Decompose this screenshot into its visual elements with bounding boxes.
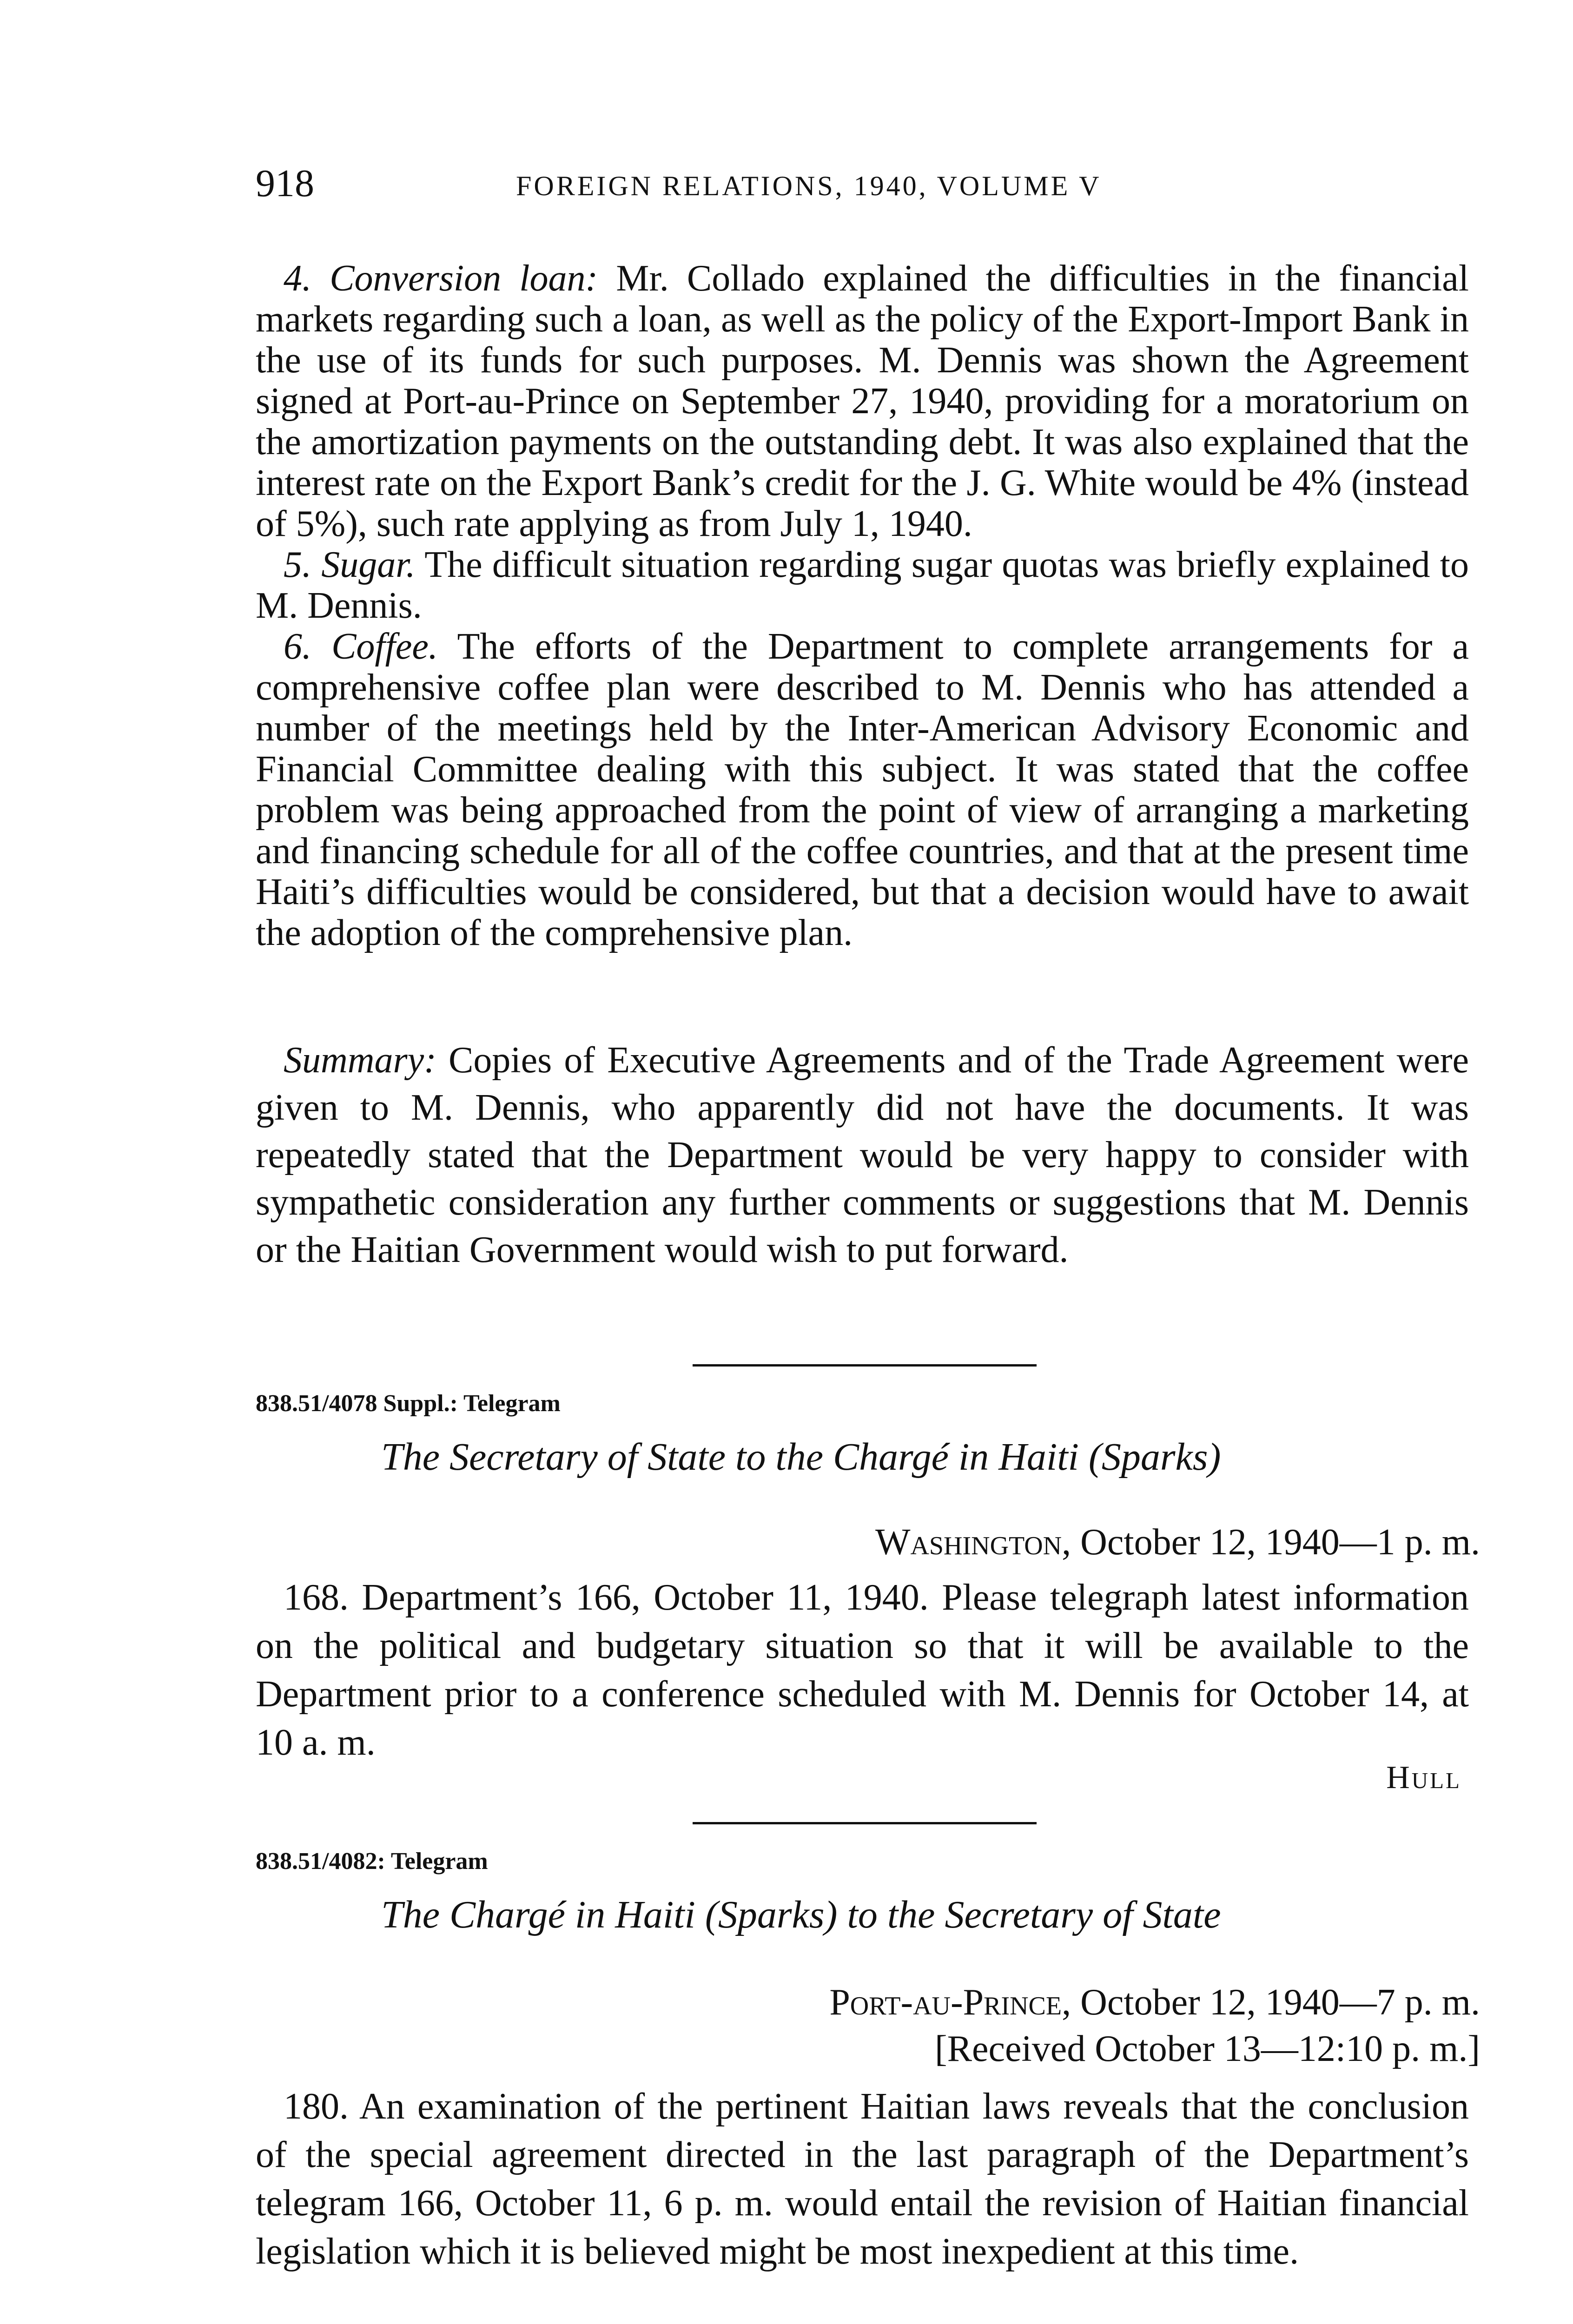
item-text: The difficult situation regarding sugar quotas was briefly explained to M. Dennis. xyxy=(256,544,1469,626)
summary-paragraph xyxy=(256,1037,1469,1274)
telegram-body: 168. Department’s 166, October 11, 1940. Please telegraph latest information on the political and budgetary situation so that it will be available to the Department prior to a conference scheduled with M. Dennis for October 14, at 10 a. m. xyxy=(256,1577,1469,1763)
document-title: The Chargé in Haiti (Sparks) to the Secretary of State xyxy=(381,1893,1221,1936)
signature: Hull xyxy=(1386,1760,1461,1796)
dateline xyxy=(875,1520,1480,1565)
summary-label: Summary: xyxy=(284,1040,436,1081)
item-label: 4. Conversion loan: xyxy=(284,258,598,299)
dateline-place: Washington, xyxy=(875,1522,1071,1563)
item-coffee xyxy=(256,626,1469,953)
dateline-date: October 12, 1940—1 p. m. xyxy=(1080,1522,1480,1563)
numbered-items xyxy=(256,258,1469,953)
file-reference: 838.51/4078 Suppl.: Telegram xyxy=(256,1390,561,1417)
page-header xyxy=(256,158,1232,209)
page-number: 918 xyxy=(256,162,314,205)
section-divider xyxy=(693,1364,1037,1367)
telegram-body: 180. An examination of the pertinent Haitian laws reveals that the conclusion of the special agreement directed in the last paragraph of the Department’s telegram 166, October 11, 6 p. m. would entail the revision of Haitian financial legislation which it is believed might be most inexpedient at this time. xyxy=(256,2086,1469,2272)
item-text: The efforts of the Department to complete arrangements for a comprehensive coffee plan were described to M. Dennis who has attended a number of the meetings held by the Inter-American Advisory Economic and Financial Committee dealing with this subject. It was stated that the coffee problem was being approached from the point of view of arranging a marketing and financing schedule for all of the coffee countries, and that at the present time Haiti’s difficulties would be considered, but that a decision would have to await the adoption of the comprehensive plan. xyxy=(256,626,1469,953)
item-sugar xyxy=(256,544,1469,626)
item-label: 5. Sugar. xyxy=(284,544,416,585)
dateline-date: October 12, 1940—7 p. m. xyxy=(1080,1982,1480,2023)
item-label: 6. Coffee. xyxy=(284,626,438,667)
summary-text: Copies of Executive Agreements and of the Trade Agreement were given to M. Dennis, who apparently did not have the documents. It was repeatedly stated that the Department would be very happy to consider with sympathetic consideration any further comments or suggestions that M. Dennis or the Haitian Government would wish to put forward. xyxy=(256,1040,1469,1270)
dateline xyxy=(829,1980,1480,2025)
item-conversion-loan xyxy=(256,258,1469,544)
item-text: Mr. Collado explained the difficulties in the financial markets regarding such a loan, as well as the policy of the Export-Import Bank in the use of its funds for such purposes. M. Dennis was shown the Agreement signed at Port-au-Prince on September 27, 1940, providing for a moratorium on the amortization payments on the outstanding debt. It was also explained that the interest rate on the Export Bank’s credit for the J. G. White would be 4% (instead of 5%), such rate applying as from July 1, 1940. xyxy=(256,258,1469,544)
section-divider xyxy=(693,1822,1037,1824)
document-title: The Secretary of State to the Chargé in Haiti (Sparks) xyxy=(381,1435,1221,1479)
dateline-place: Port-au-Prince, xyxy=(829,1982,1071,2023)
received-note: [Received October 13—12:10 p. m.] xyxy=(934,2028,1480,2069)
file-reference: 838.51/4082: Telegram xyxy=(256,1848,488,1875)
running-head: FOREIGN RELATIONS, 1940, VOLUME V xyxy=(516,171,1102,201)
